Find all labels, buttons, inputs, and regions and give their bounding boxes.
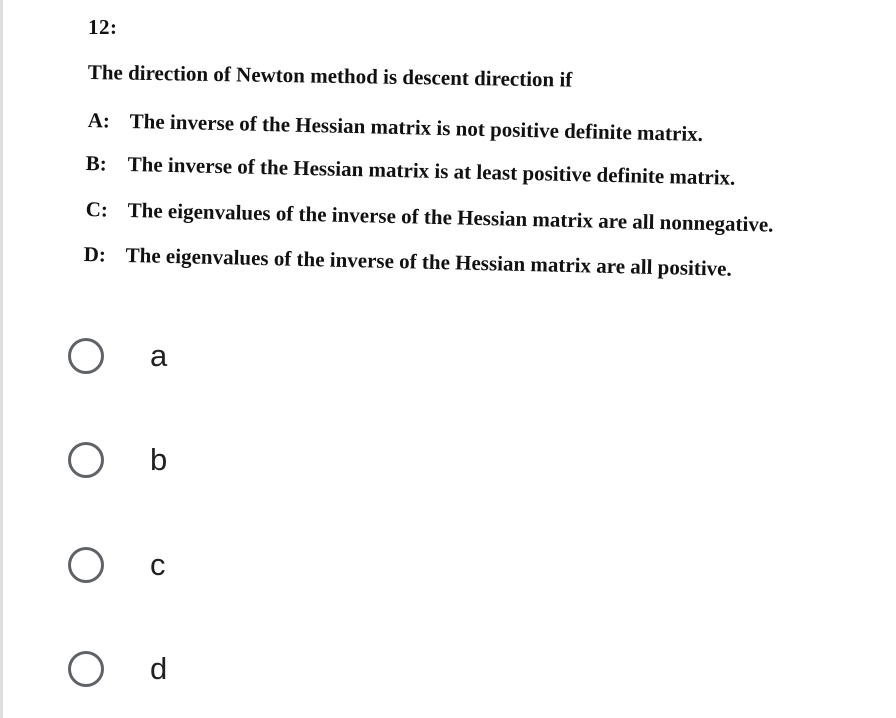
radio-button-c[interactable]	[68, 547, 104, 583]
choice-option-d[interactable]	[68, 649, 167, 689]
choice-option-a[interactable]	[68, 336, 167, 376]
question-number: 12:	[88, 15, 118, 39]
statement-text: The eigenvalues of the inverse of the Hessian matrix are all nonnegative.	[127, 197, 774, 237]
statement-text: The eigenvalues of the inverse of the Hessian matrix are all positive.	[125, 242, 733, 281]
statement-c	[85, 197, 773, 238]
choice-option-b[interactable]	[68, 440, 167, 480]
statement-letter: D:	[83, 242, 107, 267]
statement-b	[85, 151, 735, 191]
choice-label-d: d	[150, 651, 168, 686]
question-image	[0, 0, 896, 300]
choice-label-c: c	[150, 547, 166, 582]
statement-letter: B:	[85, 151, 107, 176]
choice-option-c[interactable]	[68, 545, 166, 585]
choice-label-a: a	[150, 338, 168, 373]
statement-text: The inverse of the Hessian matrix is not positive definite matrix.	[129, 108, 704, 146]
question-stem: The direction of Newton method is descent direction if	[87, 60, 573, 92]
radio-button-d[interactable]	[68, 651, 104, 687]
radio-button-a[interactable]	[68, 338, 104, 374]
radio-button-b[interactable]	[68, 442, 104, 478]
statement-letter: A:	[87, 108, 111, 133]
statement-letter: C:	[85, 197, 109, 222]
statement-a	[87, 108, 703, 147]
choice-label-b: b	[150, 442, 168, 477]
statement-text: The inverse of the Hessian matrix is at least positive definite matrix.	[127, 151, 736, 190]
statement-d	[83, 242, 732, 282]
